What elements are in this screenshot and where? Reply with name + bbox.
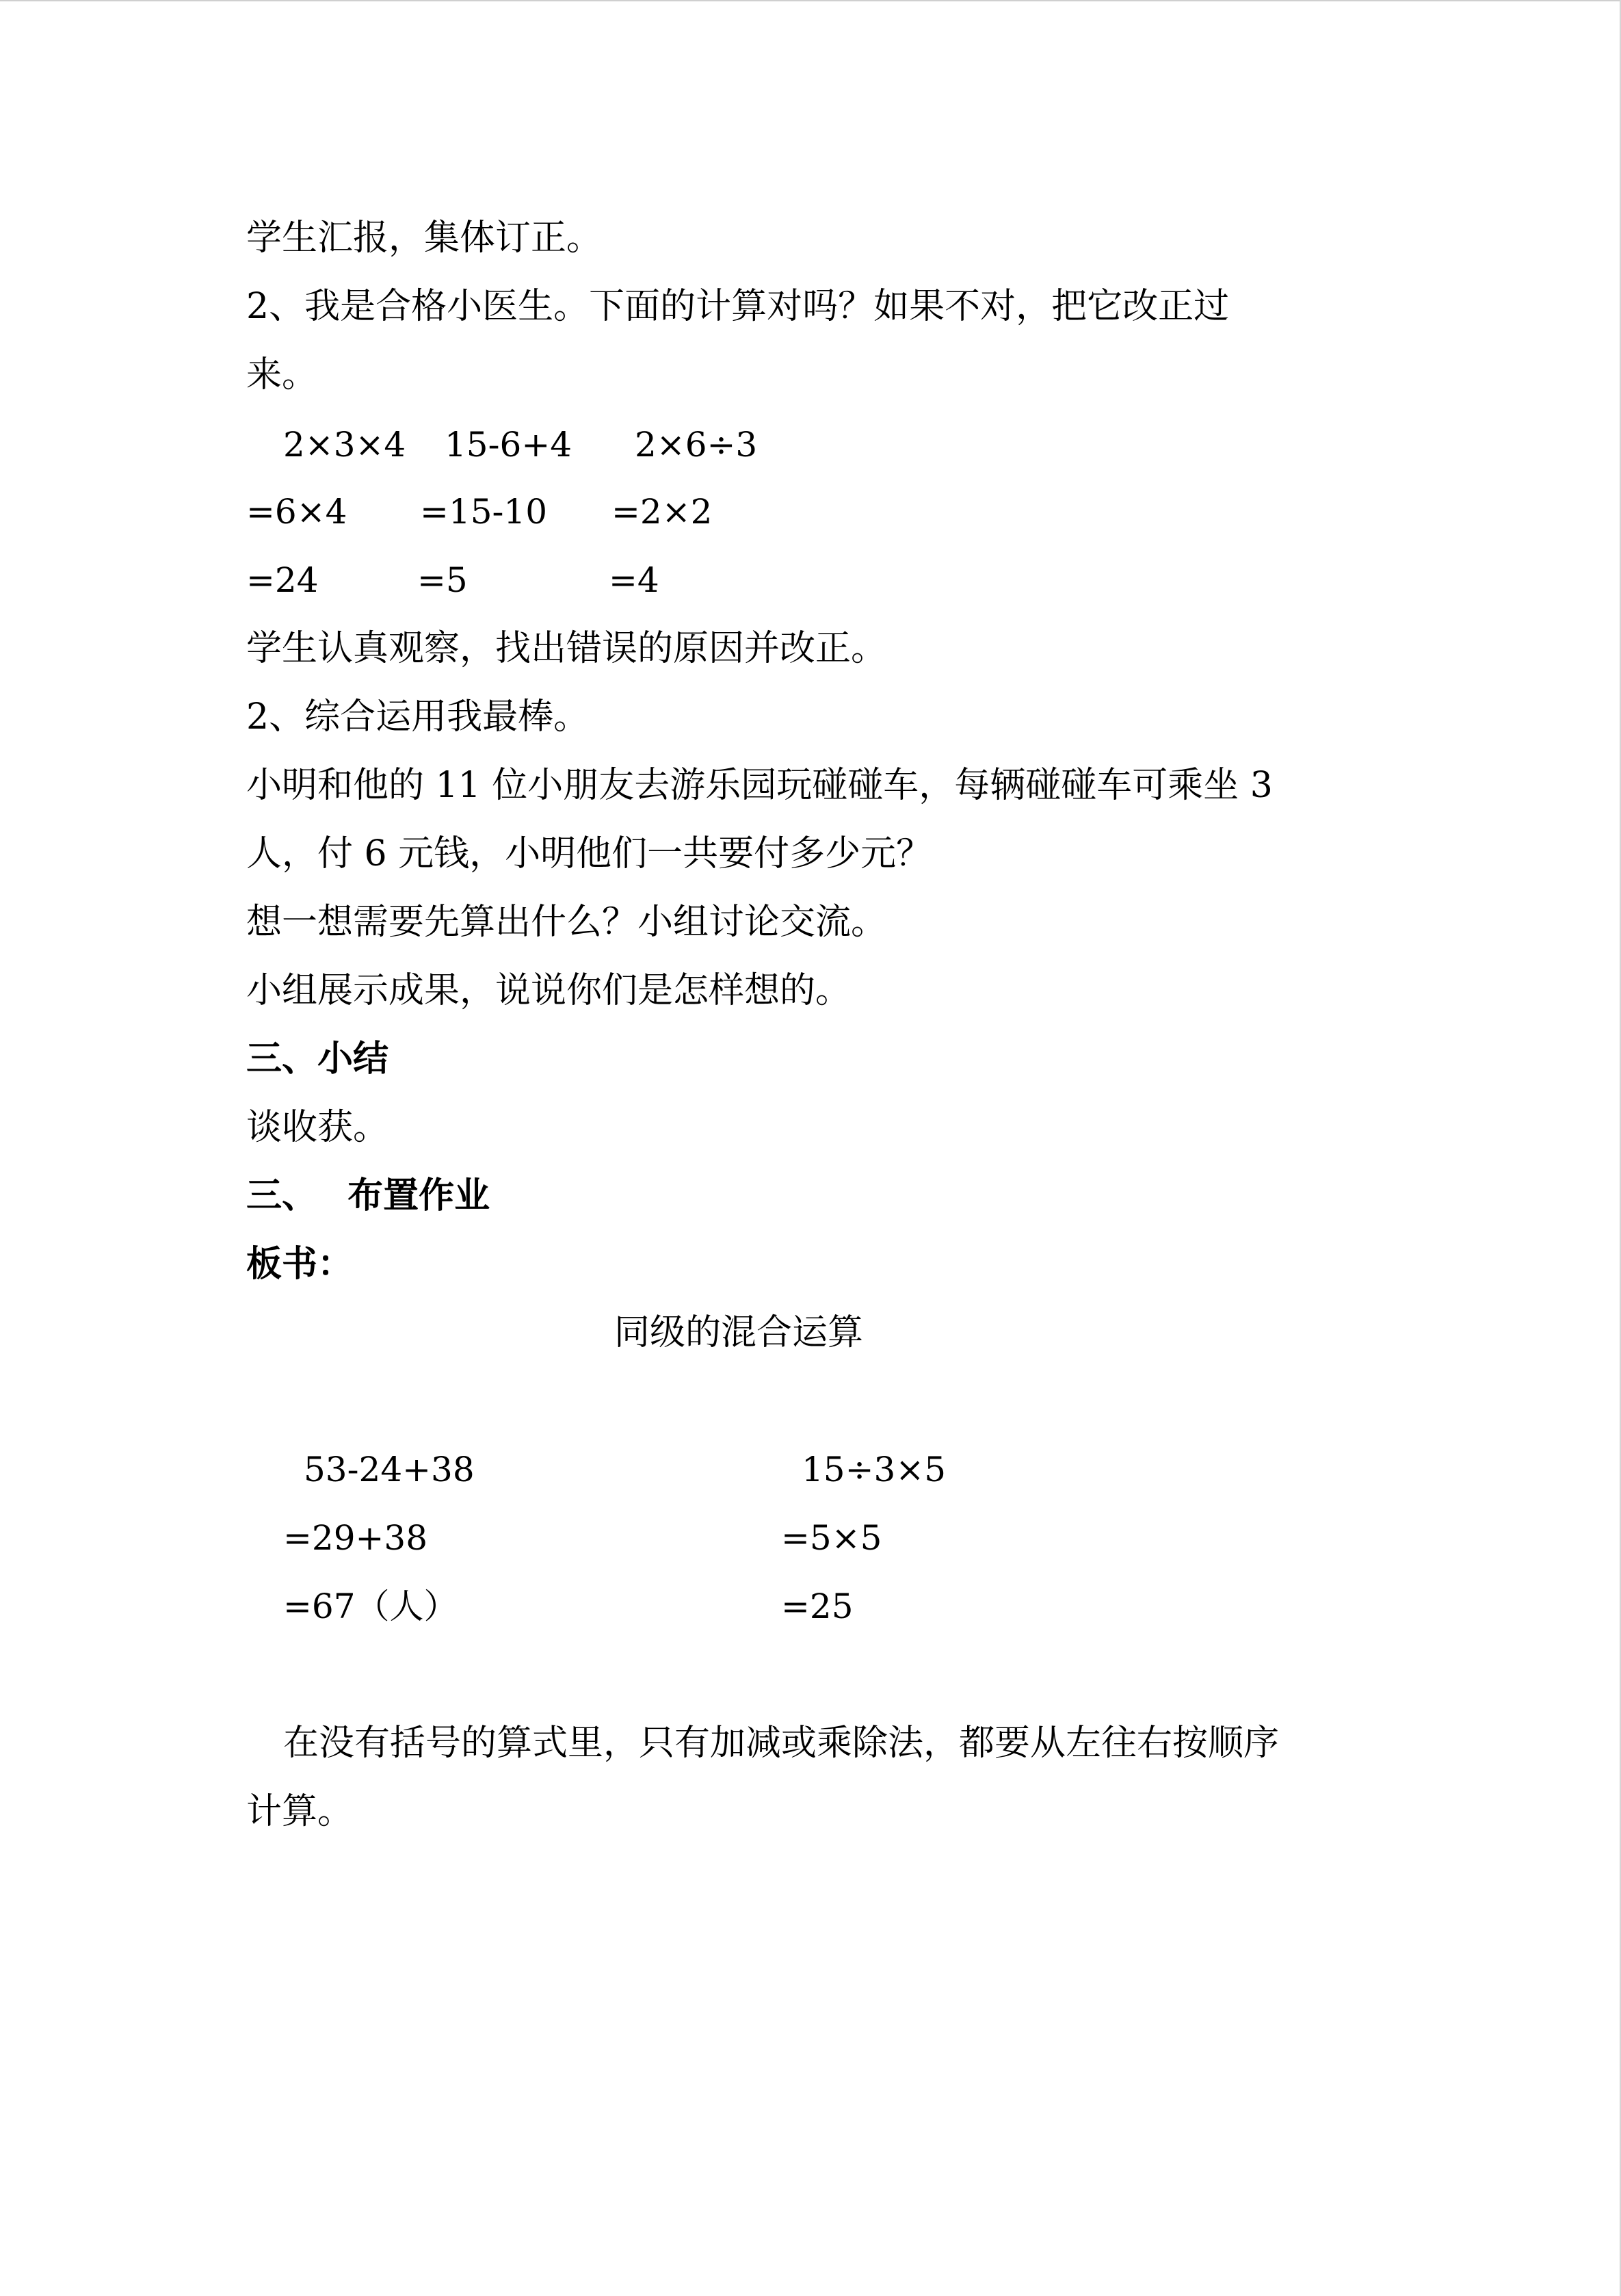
page-top-edge bbox=[0, 0, 1621, 1]
check-problem-2-step2: =5 bbox=[417, 560, 468, 600]
text-line-think: 想一想需要先算出什么？小组讨论交流。 bbox=[246, 902, 887, 943]
check-problem-3-step1: =2×2 bbox=[611, 492, 713, 532]
check-problem-3-expr: 2×6÷3 bbox=[635, 425, 758, 465]
heading-board: 板书： bbox=[246, 1244, 354, 1285]
heading-summary: 三、小结 bbox=[246, 1039, 389, 1080]
text-line-student-report: 学生汇报，集体订正。 bbox=[246, 218, 603, 259]
text-line-doctor-task: 2、我是合格小医生。下面的计算对吗？如果不对，把它改正过 bbox=[246, 286, 1230, 327]
text-line-doctor-task-cont: 来。 bbox=[246, 354, 318, 395]
text-line-word-problem: 小明和他的 11 位小朋友去游乐园玩碰碰车，每辆碰碰车可乘坐 3 bbox=[246, 765, 1273, 806]
text-line-observe: 学生认真观察，找出错误的原因并改正。 bbox=[246, 628, 887, 669]
text-line-rule-cont: 计算。 bbox=[246, 1791, 354, 1832]
text-line-apply: 2、综合运用我最棒。 bbox=[246, 696, 590, 738]
text-line-gains: 谈收获。 bbox=[246, 1107, 389, 1148]
check-problem-2-expr: 15-6+4 bbox=[445, 425, 572, 465]
check-problem-3-step2: =4 bbox=[609, 560, 659, 600]
check-problem-2-step1: =15-10 bbox=[420, 492, 548, 532]
heading-homework: 三、 布置作业 bbox=[246, 1175, 490, 1216]
check-problem-1-step2: =24 bbox=[246, 560, 319, 600]
check-problem-1-expr: 2×3×4 bbox=[283, 425, 406, 465]
text-line-word-problem-cont: 人，付 6 元钱，小明他们一共要付多少元？ bbox=[246, 833, 932, 874]
board-right-expr: 15÷3×5 bbox=[802, 1450, 947, 1489]
board-left-expr: 53-24+38 bbox=[304, 1450, 475, 1489]
board-left-step2: =67（人） bbox=[283, 1587, 458, 1626]
board-left-step1: =29+38 bbox=[283, 1518, 428, 1558]
text-line-rule: 在没有括号的算式里，只有加减或乘除法，都要从左往右按顺序 bbox=[283, 1723, 1280, 1764]
board-right-step1: =5×5 bbox=[781, 1518, 882, 1558]
board-right-step2: =25 bbox=[781, 1587, 854, 1626]
check-problem-1-step1: =6×4 bbox=[246, 492, 347, 532]
text-line-show-results: 小组展示成果，说说你们是怎样想的。 bbox=[246, 970, 852, 1011]
board-title: 同级的混合运算 bbox=[614, 1312, 863, 1353]
